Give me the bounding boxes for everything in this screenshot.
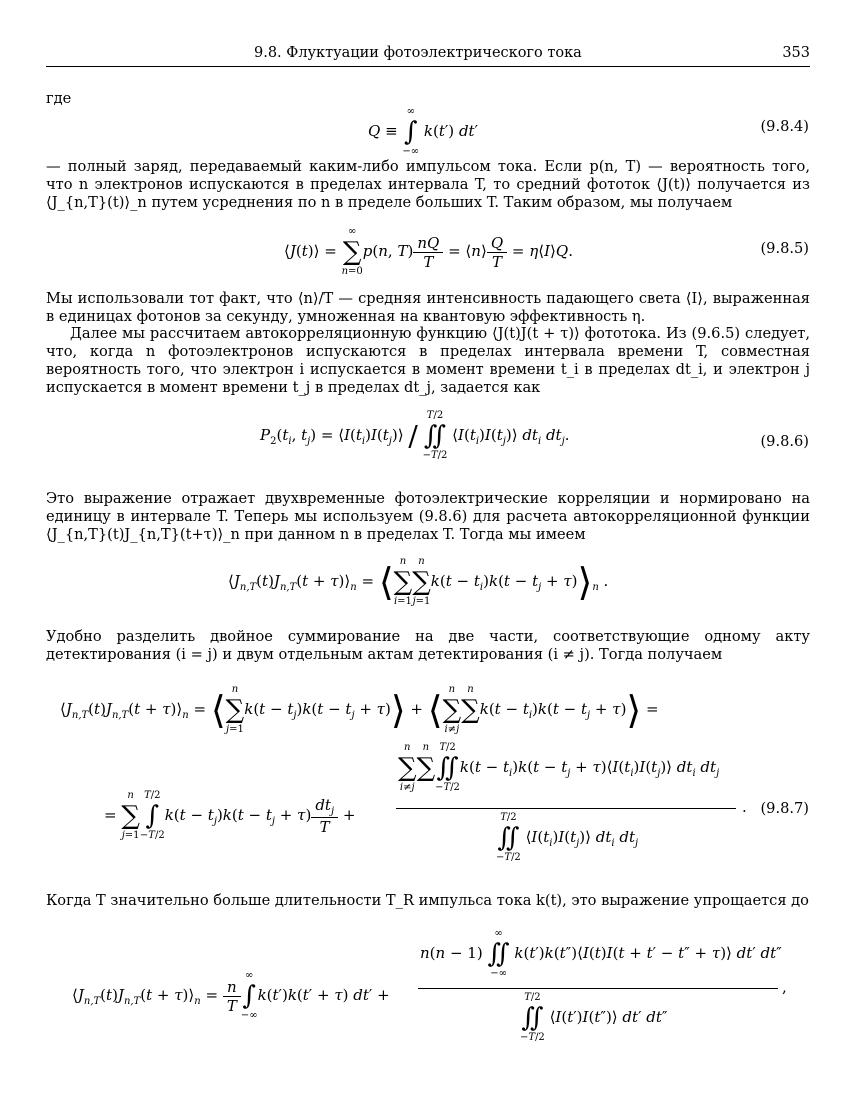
equation-number-9-8-7: (9.8.7) xyxy=(760,800,809,817)
page-number: 353 xyxy=(782,45,810,61)
paragraph-2: Мы использовали тот факт, что ⟨n⟩/T — средняя интенсивность падающего света ⟨I⟩, выраженная в единицах фотонов за секунду, умноженная на квантовую эффективность η. xyxy=(46,290,810,325)
paragraph-3: Далее мы рассчитаем автокорреляционную функцию ⟨J(t)J(t + τ)⟩ фототока. Из (9.6.5) следует, что, когда n фотоэлектронов испускаются в пределах интервала времени T, совместная вероятность того, что электрон i испускается в момент времени t_i в пределах dt_i, и электрон j испускается в момент времени t_j в пределах dt_j, задается как xyxy=(46,325,810,396)
equation-9-8-7-period: . xyxy=(742,798,747,816)
equation-unnumbered-2-left: $⟨J_{n,T}(t)J_{n,T}(t$ + $\tau)⟩_n$ = $\frac{n}{T}$ ∞ ∫ −∞ k(t′)k(t′ + τ) dt′ + xyxy=(72,970,390,1021)
equation-9-8-4: Q ≡ ∞ ∫ −∞ k(t′) dt′ xyxy=(368,106,478,157)
equation-9-8-7-numerator: n ∑ i≠j n ∑ T/2 ∬ −T/2 $k(t - t_i)k(t - t_j$ + $\tau)⟨I(t_i)I(t_j)⟩$ $dt_i$ $dt_j$ xyxy=(398,742,720,793)
text-gde: где xyxy=(46,90,72,107)
equation-9-8-7-line-1: $⟨J_{n,T}(t)J_{n,T}(t$ + $\tau)⟩_n$ = ⟨ n ∑ j=1 $k(t - t_j)k(t - t_j$ + τ)⟩ + ⟨ n ∑ i≠j n ∑ $k(t - t_i)k(t - t_j$ + τ)⟩ = xyxy=(60,684,659,735)
equation-unnumbered-2-comma: , xyxy=(782,978,787,996)
paragraph-5: Удобно разделить двойное суммирование на две части, соответствующие одному акту детектирования (i = j) и двум отдельным актам детектирования (i ≠ j). Тогда получаем xyxy=(46,628,810,663)
equation-9-8-6: $P_2(t_i$, $t_j$) = $⟨I(t_i)I(t_j)⟩$ / T/2 ∬ −T/2 $⟨I(t_i)I(t_j)⟩$ $dt_i$ $dt_j$. xyxy=(260,410,570,461)
equation-unnumbered-2-numerator: n(n − 1) ∞ ∬ −∞ k(t′)k(t″)⟨I(t)I(t + t′ − t″ + τ)⟩ dt′ dt″ xyxy=(420,928,782,979)
equation-number-9-8-5: (9.8.5) xyxy=(760,240,809,257)
section-title: 9.8. Флуктуации фотоэлектрического тока xyxy=(254,45,582,61)
paragraph-4: Это выражение отражает двухвременные фотоэлектрические корреляции и нормировано на единицу в интервале T. Теперь мы используем (9.8.6) для расчета автокорреляционной функции ⟨J_{n,T}(t)J_{n,T}(t+τ)⟩_n при данном n в пределах T. Тогда мы имеем xyxy=(46,490,810,543)
fraction-bar-2 xyxy=(418,988,778,989)
equation-number-9-8-6: (9.8.6) xyxy=(760,433,809,450)
equation-unnumbered-2-denominator: T/2 ∬ −T/2 ⟨I(t′)I(t″)⟩ dt′ dt″ xyxy=(520,992,668,1043)
equation-number-9-8-4: (9.8.4) xyxy=(760,118,809,135)
equation-unnumbered-1: $⟨J_{n,T}(t)J_{n,T}(t$ + $\tau)⟩_n$ = ⟨ n ∑ i=1 n ∑ j=1 $k(t - t_i)k(t - t_j$ + $\tau)⟩_n$ . xyxy=(228,556,609,607)
running-header xyxy=(46,44,810,67)
equation-9-8-7-denominator: T/2 ∬ −T/2 $⟨I(t_i)I(t_j)⟩$ $dt_i$ $dt_j$ xyxy=(496,812,639,863)
equation-9-8-5: ⟨J(t)⟩ = ∞ ∑ n=0 p(n, T) $\frac{nQ}{T}$ = ⟨n⟩ $\frac{Q}{T}$ = η⟨I⟩Q. xyxy=(284,226,573,277)
equation-9-8-7-line-2-left: = n ∑ j=1 T/2 ∫ −T/2 $k(t - t_j)k(t - t_j + \tau)$ $\frac{dt_j}{T}$ + xyxy=(104,790,356,841)
paragraph-6: Когда T значительно больше длительности T_R импульса тока k(t), это выражение упрощается до xyxy=(46,892,809,909)
paragraph-1: — полный заряд, передаваемый каким-либо импульсом тока. Если p(n, T) — вероятность того, что n электронов испускаются в пределах интервала T, то средний фототок ⟨J(t)⟩ получается из ⟨J_{n,T}(t)⟩_n путем усреднения по n в пределе больших T. Таким образом, мы получаем xyxy=(46,158,810,211)
fraction-bar xyxy=(396,808,736,809)
